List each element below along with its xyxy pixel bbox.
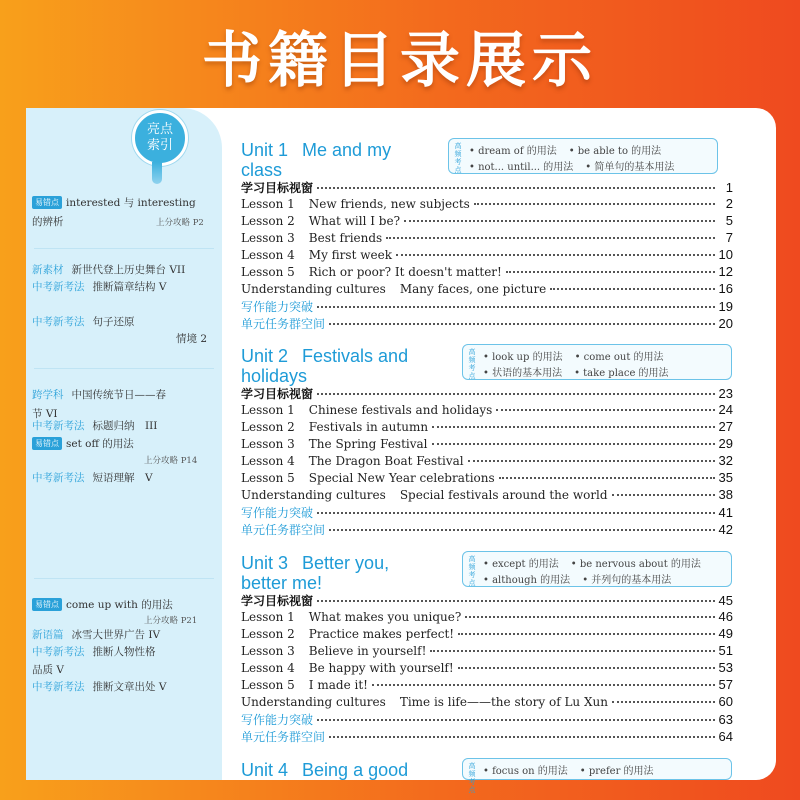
toc-entry[interactable] bbox=[241, 230, 733, 247]
sidebar-entry bbox=[32, 387, 166, 402]
toc-entry[interactable] bbox=[241, 196, 733, 213]
toc-entry[interactable] bbox=[241, 385, 733, 402]
sidebar-entry-text: 冰雪大世界广告 IV bbox=[71, 629, 161, 641]
dot-leader bbox=[317, 600, 715, 602]
sidebar-entry bbox=[176, 331, 207, 346]
dot-leader bbox=[612, 701, 715, 703]
dot-leader bbox=[404, 220, 715, 222]
unit-number: Unit 2 bbox=[241, 346, 289, 366]
toc-entry-label: Lesson 3 bbox=[241, 644, 295, 658]
page-number: 53 bbox=[718, 660, 733, 675]
category-label: 中考新考法 bbox=[32, 472, 85, 484]
highlight-index-sidebar bbox=[26, 108, 222, 780]
sidebar-entry-text: 新世代登上历史舞台 VII bbox=[71, 264, 186, 276]
key-points-box bbox=[462, 344, 732, 380]
key-point: • focus on 的用法 bbox=[483, 766, 568, 777]
unit-number: Unit 4 bbox=[241, 760, 289, 780]
category-label: 中考新考法 bbox=[32, 316, 85, 328]
error-point-tag: 易错点 bbox=[32, 598, 62, 611]
toc-entry-label: Lesson 1 bbox=[241, 610, 295, 624]
divider bbox=[34, 368, 214, 369]
unit-name: Me and my class bbox=[241, 140, 392, 180]
sidebar-entry-text: 品质 V bbox=[32, 664, 64, 676]
dot-leader bbox=[317, 393, 715, 395]
key-points-tag: 高频考点 bbox=[468, 555, 476, 587]
toc-entry-title: I made it! bbox=[308, 678, 368, 692]
toc-entry-label: Lesson 2 bbox=[241, 214, 295, 228]
page-number: 41 bbox=[718, 505, 733, 520]
highlight-index-badge bbox=[132, 110, 188, 166]
key-point: • be nervous about 的用法 bbox=[570, 559, 701, 570]
dot-leader bbox=[317, 512, 715, 514]
toc-page bbox=[26, 108, 776, 794]
page-number: 23 bbox=[718, 386, 733, 401]
key-points-tag: 高频考点 bbox=[468, 348, 476, 380]
sidebar-entry-text: 句子还原 bbox=[92, 316, 135, 328]
toc-entry-label: Lesson 1 bbox=[241, 197, 295, 211]
toc-entry[interactable] bbox=[241, 592, 733, 609]
dot-leader bbox=[329, 323, 715, 325]
key-point: • come out 的用法 bbox=[574, 352, 664, 363]
sidebar-entry bbox=[32, 279, 166, 294]
banner-title: 书籍目录展示 bbox=[202, 26, 598, 96]
dot-leader bbox=[386, 237, 715, 239]
dot-leader bbox=[329, 529, 715, 531]
page-number: 60 bbox=[718, 694, 733, 709]
divider bbox=[34, 578, 214, 579]
unit-number: Unit 1 bbox=[241, 140, 289, 160]
page-number: 57 bbox=[718, 677, 733, 692]
key-point: • although 的用法 bbox=[483, 575, 571, 586]
sidebar-entry-text: 推断文章出处 V bbox=[92, 681, 167, 693]
dot-leader bbox=[468, 460, 715, 462]
toc-entry-label: Understanding cultures bbox=[241, 695, 386, 709]
sidebar-entry bbox=[32, 470, 153, 485]
dot-leader bbox=[396, 254, 715, 256]
toc-entry-title: Festivals in autumn bbox=[308, 420, 429, 434]
sidebar-entry-text: 推断篇章结构 V bbox=[92, 281, 167, 293]
toc-entry[interactable] bbox=[241, 315, 733, 332]
toc-entry-label: Lesson 1 bbox=[241, 403, 295, 417]
category-label: 新语篇 bbox=[32, 629, 64, 641]
dot-leader bbox=[430, 650, 714, 652]
dot-leader bbox=[372, 684, 715, 686]
category-label: 跨学科 bbox=[32, 389, 64, 401]
page-number: 32 bbox=[718, 453, 733, 468]
toc-entry-label: 单元任务群空间 bbox=[241, 523, 326, 537]
key-points-tag: 高频考点 bbox=[468, 762, 476, 794]
sidebar-entry bbox=[32, 214, 64, 229]
page-number: 5 bbox=[725, 213, 733, 228]
key-point-line bbox=[483, 762, 654, 777]
sidebar-entry-text: set off 的用法 bbox=[66, 438, 134, 450]
sidebar-entry bbox=[32, 436, 134, 451]
toc-entry[interactable] bbox=[241, 660, 733, 677]
toc-entry[interactable] bbox=[241, 179, 733, 196]
page-number: 49 bbox=[718, 626, 733, 641]
dot-leader bbox=[499, 477, 715, 479]
sidebar-entry-text: 节 VI bbox=[32, 408, 58, 420]
toc-entry-title: The Dragon Boat Festival bbox=[308, 454, 464, 468]
toc-entry-title: Practice makes perfect! bbox=[308, 627, 455, 641]
toc-entry-title: Many faces, one picture bbox=[399, 282, 547, 296]
toc-entry[interactable] bbox=[241, 626, 733, 643]
unit-name: Being a good bbox=[302, 760, 409, 780]
toc-entry[interactable] bbox=[241, 247, 733, 264]
toc-entry-label: Lesson 3 bbox=[241, 437, 295, 451]
dot-leader bbox=[458, 633, 714, 635]
unit-title[interactable] bbox=[241, 140, 431, 180]
category-label: 新素材 bbox=[32, 264, 64, 276]
sidebar-entry bbox=[32, 262, 185, 277]
key-point-line bbox=[469, 158, 674, 173]
toc-entry[interactable] bbox=[241, 419, 733, 436]
toc-entry-title: Be happy with yourself! bbox=[308, 661, 454, 675]
page-number: 19 bbox=[718, 299, 733, 314]
sidebar-entry-text: 情境 2 bbox=[176, 333, 208, 345]
toc-entry[interactable] bbox=[241, 298, 733, 315]
page-number: 45 bbox=[718, 593, 733, 608]
error-point-tag: 易错点 bbox=[32, 437, 62, 450]
category-label: 中考新考法 bbox=[32, 646, 85, 658]
toc-entry[interactable] bbox=[241, 487, 733, 504]
page-number: 63 bbox=[718, 712, 733, 727]
unit-title[interactable] bbox=[241, 346, 431, 386]
toc-entry[interactable] bbox=[241, 504, 733, 521]
page-number: 7 bbox=[725, 230, 733, 245]
badge-line-1: 亮点 bbox=[146, 122, 173, 137]
toc-entry-title: Special New Year celebrations bbox=[308, 471, 495, 485]
toc-entry-label: 学习目标视窗 bbox=[241, 594, 314, 608]
page-number: 16 bbox=[718, 281, 733, 296]
dot-leader bbox=[432, 426, 714, 428]
toc-entry[interactable] bbox=[241, 694, 733, 711]
divider bbox=[34, 248, 214, 249]
toc-entry-label: Lesson 4 bbox=[241, 661, 295, 675]
key-point: • look up 的用法 bbox=[483, 352, 563, 363]
sidebar-entry bbox=[32, 644, 156, 659]
toc-entry-label: Lesson 4 bbox=[241, 248, 295, 262]
badge-drip bbox=[152, 162, 162, 184]
sidebar-entry-text: 中国传统节日——春 bbox=[71, 389, 166, 401]
badge-line-2: 索引 bbox=[146, 138, 173, 153]
key-point-line bbox=[483, 364, 669, 379]
toc-entry-title: Chinese festivals and holidays bbox=[308, 403, 493, 417]
sidebar-entry-text: 推断人物性格 bbox=[92, 646, 156, 658]
sidebar-entry-text: 的辨析 bbox=[32, 216, 64, 228]
toc-entry-label: 写作能力突破 bbox=[241, 506, 314, 520]
toc-entry-label: Lesson 4 bbox=[241, 454, 295, 468]
toc-entry-title: Time is life——the story of Lu Xun bbox=[399, 695, 608, 709]
page-number: 64 bbox=[718, 729, 733, 744]
key-points-box bbox=[462, 551, 732, 587]
toc-entry-title: Believe in yourself! bbox=[308, 644, 427, 658]
dot-leader bbox=[329, 736, 715, 738]
sidebar-entry bbox=[32, 679, 166, 694]
toc-entry[interactable] bbox=[241, 728, 733, 745]
sidebar-entry bbox=[32, 195, 196, 210]
unit-name: Festivals and holidays bbox=[241, 346, 409, 386]
key-point: • except 的用法 bbox=[483, 559, 559, 570]
key-point: • 状语的基本用法 bbox=[483, 368, 563, 379]
dot-leader bbox=[317, 719, 715, 721]
toc-entry-title: The Spring Festival bbox=[308, 437, 428, 451]
toc-entry[interactable] bbox=[241, 609, 733, 626]
toc-entry-title: Rich or poor? It doesn't matter! bbox=[308, 265, 502, 279]
unit-title[interactable] bbox=[241, 760, 431, 780]
key-points-box bbox=[448, 138, 718, 174]
unit-title[interactable] bbox=[241, 553, 431, 593]
toc-entry[interactable] bbox=[241, 453, 733, 470]
toc-entry-label: 单元任务群空间 bbox=[241, 730, 326, 744]
sidebar-entry-text: 短语理解 V bbox=[92, 472, 153, 484]
toc-entry-title: What makes you unique? bbox=[308, 610, 462, 624]
category-label: 中考新考法 bbox=[32, 281, 85, 293]
toc-entry-label: Lesson 5 bbox=[241, 265, 295, 279]
toc-entry-label: Lesson 5 bbox=[241, 678, 295, 692]
page-number: 38 bbox=[718, 487, 733, 502]
key-point: • not... until... 的用法 bbox=[469, 162, 574, 173]
toc-entry[interactable] bbox=[241, 711, 733, 728]
toc-entry-label: 学习目标视窗 bbox=[241, 181, 314, 195]
toc-entry[interactable] bbox=[241, 264, 733, 281]
dot-leader bbox=[458, 667, 715, 669]
key-points-tag: 高频考点 bbox=[454, 142, 462, 174]
toc-entry-label: Understanding cultures bbox=[241, 282, 386, 296]
dot-leader bbox=[465, 616, 714, 618]
dot-leader bbox=[474, 203, 715, 205]
page-number: 51 bbox=[718, 643, 733, 658]
page-number: 42 bbox=[718, 522, 733, 537]
toc-entry[interactable] bbox=[241, 436, 733, 453]
sidebar-entry-text: interested 与 interesting bbox=[66, 197, 196, 209]
dot-leader bbox=[432, 443, 715, 445]
toc-entry-title: My first week bbox=[308, 248, 392, 262]
category-label: 中考新考法 bbox=[32, 420, 85, 432]
key-point-line bbox=[469, 142, 661, 157]
page-number: 29 bbox=[718, 436, 733, 451]
key-point: • 并列句的基本用法 bbox=[582, 575, 672, 586]
toc-entry-label: 学习目标视窗 bbox=[241, 387, 314, 401]
toc-entry-title: New friends, new subjects bbox=[308, 197, 470, 211]
key-point: • 简单句的基本用法 bbox=[585, 162, 675, 173]
toc-entry[interactable] bbox=[241, 521, 733, 538]
toc-entry-label: Lesson 2 bbox=[241, 627, 295, 641]
dot-leader bbox=[506, 271, 715, 273]
dot-leader bbox=[612, 494, 715, 496]
toc-entry[interactable] bbox=[241, 402, 733, 419]
sidebar-entry-text: come up with 的用法 bbox=[66, 599, 173, 611]
toc-entry-label: Lesson 3 bbox=[241, 231, 295, 245]
page-ref: 上分攻略 P21 bbox=[144, 616, 198, 626]
key-point: • dream of 的用法 bbox=[469, 146, 557, 157]
error-point-tag: 易错点 bbox=[32, 196, 62, 209]
dot-leader bbox=[317, 306, 715, 308]
key-point-line bbox=[483, 571, 671, 586]
category-label: 中考新考法 bbox=[32, 681, 85, 693]
key-points-box bbox=[462, 758, 732, 794]
page-ref: 上分攻略 P14 bbox=[144, 456, 198, 466]
toc-entry[interactable] bbox=[241, 470, 733, 487]
sidebar-entry bbox=[32, 662, 64, 677]
toc-entry-title: Special festivals around the world bbox=[399, 488, 608, 502]
page-ref: 上分攻略 P2 bbox=[156, 218, 204, 228]
toc-entry-label: Understanding cultures bbox=[241, 488, 386, 502]
page-number: 35 bbox=[718, 470, 733, 485]
toc-entry[interactable] bbox=[241, 281, 733, 298]
page-number: 12 bbox=[718, 264, 733, 279]
key-point: • prefer 的用法 bbox=[579, 766, 654, 777]
page-number: 2 bbox=[725, 196, 733, 211]
banner bbox=[0, 0, 800, 112]
toc-entry[interactable] bbox=[241, 677, 733, 694]
dot-leader bbox=[317, 187, 715, 189]
sidebar-entry bbox=[32, 627, 160, 642]
toc-entry-label: 写作能力突破 bbox=[241, 300, 314, 314]
sidebar-entry bbox=[32, 597, 173, 612]
key-point-line bbox=[483, 555, 701, 570]
toc-entry-label: 写作能力突破 bbox=[241, 713, 314, 727]
dot-leader bbox=[550, 288, 714, 290]
page-number: 27 bbox=[718, 419, 733, 434]
sidebar-entry bbox=[32, 314, 135, 329]
unit-number: Unit 3 bbox=[241, 553, 289, 573]
page-number: 1 bbox=[725, 180, 733, 195]
sidebar-entry-text: 标题归纳 III bbox=[92, 420, 158, 432]
page-number: 20 bbox=[718, 316, 733, 331]
page-number: 46 bbox=[718, 609, 733, 624]
toc-entry-label: 单元任务群空间 bbox=[241, 317, 326, 331]
toc-entry-title: What will I be? bbox=[308, 214, 401, 228]
key-point: • take place 的用法 bbox=[574, 368, 669, 379]
page-number: 10 bbox=[718, 247, 733, 262]
dot-leader bbox=[496, 409, 714, 411]
toc-entry[interactable] bbox=[241, 213, 733, 230]
toc-entry-label: Lesson 5 bbox=[241, 471, 295, 485]
sidebar-entry bbox=[32, 418, 157, 433]
unit-name: Better you, better me! bbox=[241, 553, 390, 593]
page-number: 24 bbox=[718, 402, 733, 417]
key-point: • be able to 的用法 bbox=[568, 146, 662, 157]
toc-entry[interactable] bbox=[241, 643, 733, 660]
key-point-line bbox=[483, 348, 664, 363]
toc-entry-title: Best friends bbox=[308, 231, 383, 245]
toc-entry-label: Lesson 2 bbox=[241, 420, 295, 434]
